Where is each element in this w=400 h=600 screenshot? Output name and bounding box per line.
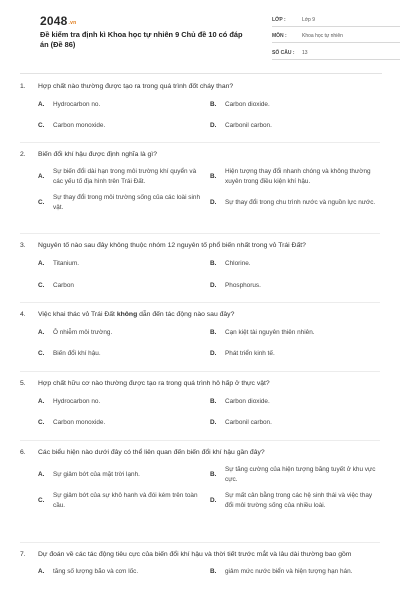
option-key: C.	[38, 349, 45, 357]
question-text	[38, 310, 380, 320]
option-b[interactable]	[210, 100, 382, 110]
question-number: 6.	[20, 449, 26, 456]
option-a[interactable]	[38, 167, 210, 186]
question-text: Hợp chất nào thường được tạo ra trong quá trình đốt cháy than?	[38, 83, 234, 90]
option-key: A.	[38, 568, 45, 575]
option-text: giảm mức nước biển và hiện tượng hạn hán.	[225, 568, 353, 575]
option-key: D.	[210, 496, 217, 504]
question-number: 2.	[20, 151, 26, 158]
option-key: B.	[210, 398, 217, 405]
option-key: D.	[210, 349, 217, 357]
question-divider	[20, 440, 380, 441]
option-b[interactable]	[210, 328, 382, 338]
option-b[interactable]	[210, 167, 382, 186]
question-2	[20, 150, 380, 212]
option-c[interactable]	[38, 349, 210, 359]
question-6	[20, 448, 380, 510]
option-key: A.	[38, 398, 45, 405]
option-c[interactable]	[38, 418, 210, 428]
option-text: Hiện tượng thay đổi nhanh chóng và không thường xuyên trong điều kiện khí hậu.	[225, 168, 371, 185]
option-text: Phát triển kinh tế.	[225, 349, 275, 357]
options	[38, 397, 380, 427]
question-text-after: dẫn đến tác động nào sau đây?	[137, 311, 235, 318]
option-a[interactable]	[38, 567, 210, 577]
option-text: Chlorine.	[225, 260, 251, 267]
option-key: B.	[210, 172, 217, 180]
question-text-emphasis: không	[116, 311, 138, 318]
option-text: Sự mất cân bằng trong các hệ sinh thái và việc thay đổi môi trường sống của nhiều loài.	[225, 492, 373, 509]
question-7	[20, 550, 380, 577]
meta-row-grade	[272, 14, 400, 27]
option-a[interactable]	[38, 259, 210, 269]
question-stem	[20, 82, 380, 92]
option-text: Sự giảm bớt của sự khô hanh và đói kém trên toàn cầu.	[53, 492, 198, 509]
option-text: Hydrocarbon no.	[53, 398, 101, 405]
options	[38, 465, 380, 510]
logo-text: 2048	[40, 14, 68, 28]
option-d[interactable]	[210, 193, 382, 212]
option-key: A.	[38, 260, 45, 267]
option-b[interactable]	[210, 397, 382, 407]
meta-value: Lớp 9	[302, 16, 316, 23]
option-d[interactable]	[210, 491, 382, 510]
question-divider	[20, 371, 380, 372]
option-text: Carbonil carbon.	[225, 121, 272, 129]
question-number: 5.	[20, 380, 26, 387]
question-number: 1.	[20, 83, 26, 90]
question-divider	[20, 542, 380, 543]
options	[38, 259, 380, 290]
question-stem	[20, 448, 380, 458]
option-key: C.	[38, 496, 45, 504]
question-stem	[20, 310, 380, 320]
option-text: Titanium.	[53, 260, 80, 267]
question-divider	[20, 302, 380, 303]
option-key: B.	[210, 470, 217, 478]
option-key: C.	[38, 418, 45, 426]
option-c[interactable]	[38, 281, 210, 291]
option-text: Sự thay đổi trong chu trình nước và nguồn lực nước.	[225, 198, 376, 206]
option-d[interactable]	[210, 349, 382, 359]
document-title: Đề kiểm tra định kì Khoa học tự nhiên 9 Chủ đề 10 có đáp án (Đề 86)	[40, 30, 243, 49]
options	[38, 567, 380, 577]
meta-row-count	[272, 47, 400, 60]
question-3	[20, 241, 380, 290]
option-text: Carbonil carbon.	[225, 418, 272, 426]
question-divider	[20, 142, 380, 143]
question-stem	[20, 550, 380, 560]
question-stem	[20, 150, 380, 160]
question-stem	[20, 241, 380, 251]
header-divider	[20, 73, 382, 74]
option-a[interactable]	[38, 465, 210, 484]
option-c[interactable]	[38, 121, 210, 131]
question-text: Biến đổi khí hậu được định nghĩa là gì?	[38, 151, 157, 158]
option-text: Sự giảm bớt của mặt trời lạnh.	[53, 470, 140, 478]
question-number: 7.	[20, 551, 26, 558]
site-logo[interactable]	[40, 14, 76, 28]
option-key: C.	[38, 121, 45, 129]
question-1	[20, 82, 380, 130]
question-5	[20, 379, 380, 427]
option-key: A.	[38, 172, 45, 180]
option-key: B.	[210, 568, 217, 575]
option-d[interactable]	[210, 121, 382, 131]
option-key: C.	[38, 281, 45, 289]
option-text: Sự thay đổi trong môi trường sống của các loài sinh vật.	[53, 194, 201, 211]
option-key: C.	[38, 198, 45, 206]
option-key: A.	[38, 101, 45, 108]
question-divider	[20, 233, 380, 234]
option-key: A.	[38, 329, 45, 336]
option-a[interactable]	[38, 100, 210, 110]
option-text: Carbon dioxide.	[225, 101, 270, 108]
question-text: Dự đoán về các tác động tiêu cực của biến đổi khí hậu và thời tiết trước mắt và lâu dài thường bao gồm	[38, 551, 352, 558]
document-meta	[272, 14, 400, 60]
option-text: Sự tăng cường của hiện tượng băng tuyết ở khu vực cực.	[225, 466, 376, 483]
document-header	[20, 0, 382, 72]
option-a[interactable]	[38, 397, 210, 407]
option-key: A.	[38, 470, 45, 478]
meta-value: Khoa học tự nhiên	[302, 33, 343, 40]
question-number: 4.	[20, 311, 26, 318]
question-text: Các biểu hiện nào dưới đây có thể liên quan đến biến đổi khí hậu gần đây?	[38, 449, 265, 456]
question-text-before: Việc khai thác vỏ Trái Đất	[38, 311, 117, 318]
option-key: B.	[210, 329, 217, 336]
option-text: Phosphorus.	[225, 281, 261, 289]
option-text: Carbon monoxide.	[53, 418, 106, 426]
question-number: 3.	[20, 242, 26, 249]
option-key: D.	[210, 281, 217, 289]
meta-row-subject	[272, 31, 400, 44]
meta-key: SỐ CÂU :	[272, 49, 295, 56]
option-text: Carbon monoxide.	[53, 121, 106, 129]
option-text: Biến đổi khí hậu.	[53, 349, 101, 357]
option-b[interactable]	[210, 567, 382, 577]
option-a[interactable]	[38, 328, 210, 338]
option-key: D.	[210, 198, 217, 206]
meta-key: MÔN :	[272, 33, 287, 40]
option-text: Cạn kiệt tài nguyên thiên nhiên.	[225, 329, 315, 336]
option-key: D.	[210, 418, 217, 426]
option-d[interactable]	[210, 418, 382, 428]
question-stem	[20, 379, 380, 389]
option-text: tăng số lượng bão và cơn lốc.	[53, 568, 139, 575]
meta-value: 13	[302, 49, 308, 56]
option-text: Ô nhiễm môi trường.	[53, 329, 113, 336]
option-b[interactable]	[210, 465, 382, 484]
option-key: B.	[210, 260, 217, 267]
question-text: Nguyên tố nào sau đây không thuộc nhóm 12 nguyên tố phổ biến nhất trong vỏ Trái Đất?	[38, 242, 306, 249]
option-text: Carbon	[53, 281, 74, 289]
option-d[interactable]	[210, 281, 382, 291]
option-text: Hydrocarbon no.	[53, 101, 101, 108]
options	[38, 328, 380, 358]
options	[38, 167, 380, 212]
option-b[interactable]	[210, 259, 382, 269]
option-key: B.	[210, 101, 217, 108]
meta-key: LỚP :	[272, 16, 286, 23]
option-key: D.	[210, 121, 217, 129]
option-c[interactable]	[38, 193, 210, 212]
question-text: Hợp chất hữu cơ nào thường được tạo ra trong quá trình hô hấp ở thực vật?	[38, 380, 270, 387]
option-text: Sự biến đổi dài hạn trong môi trường khí quyển và các yếu tố địa hình trên Trái Đất.	[53, 168, 197, 185]
logo-suffix: .vn	[68, 20, 77, 26]
option-c[interactable]	[38, 491, 210, 510]
option-text: Carbon dioxide.	[225, 398, 270, 405]
options	[38, 100, 380, 130]
question-4	[20, 310, 380, 358]
